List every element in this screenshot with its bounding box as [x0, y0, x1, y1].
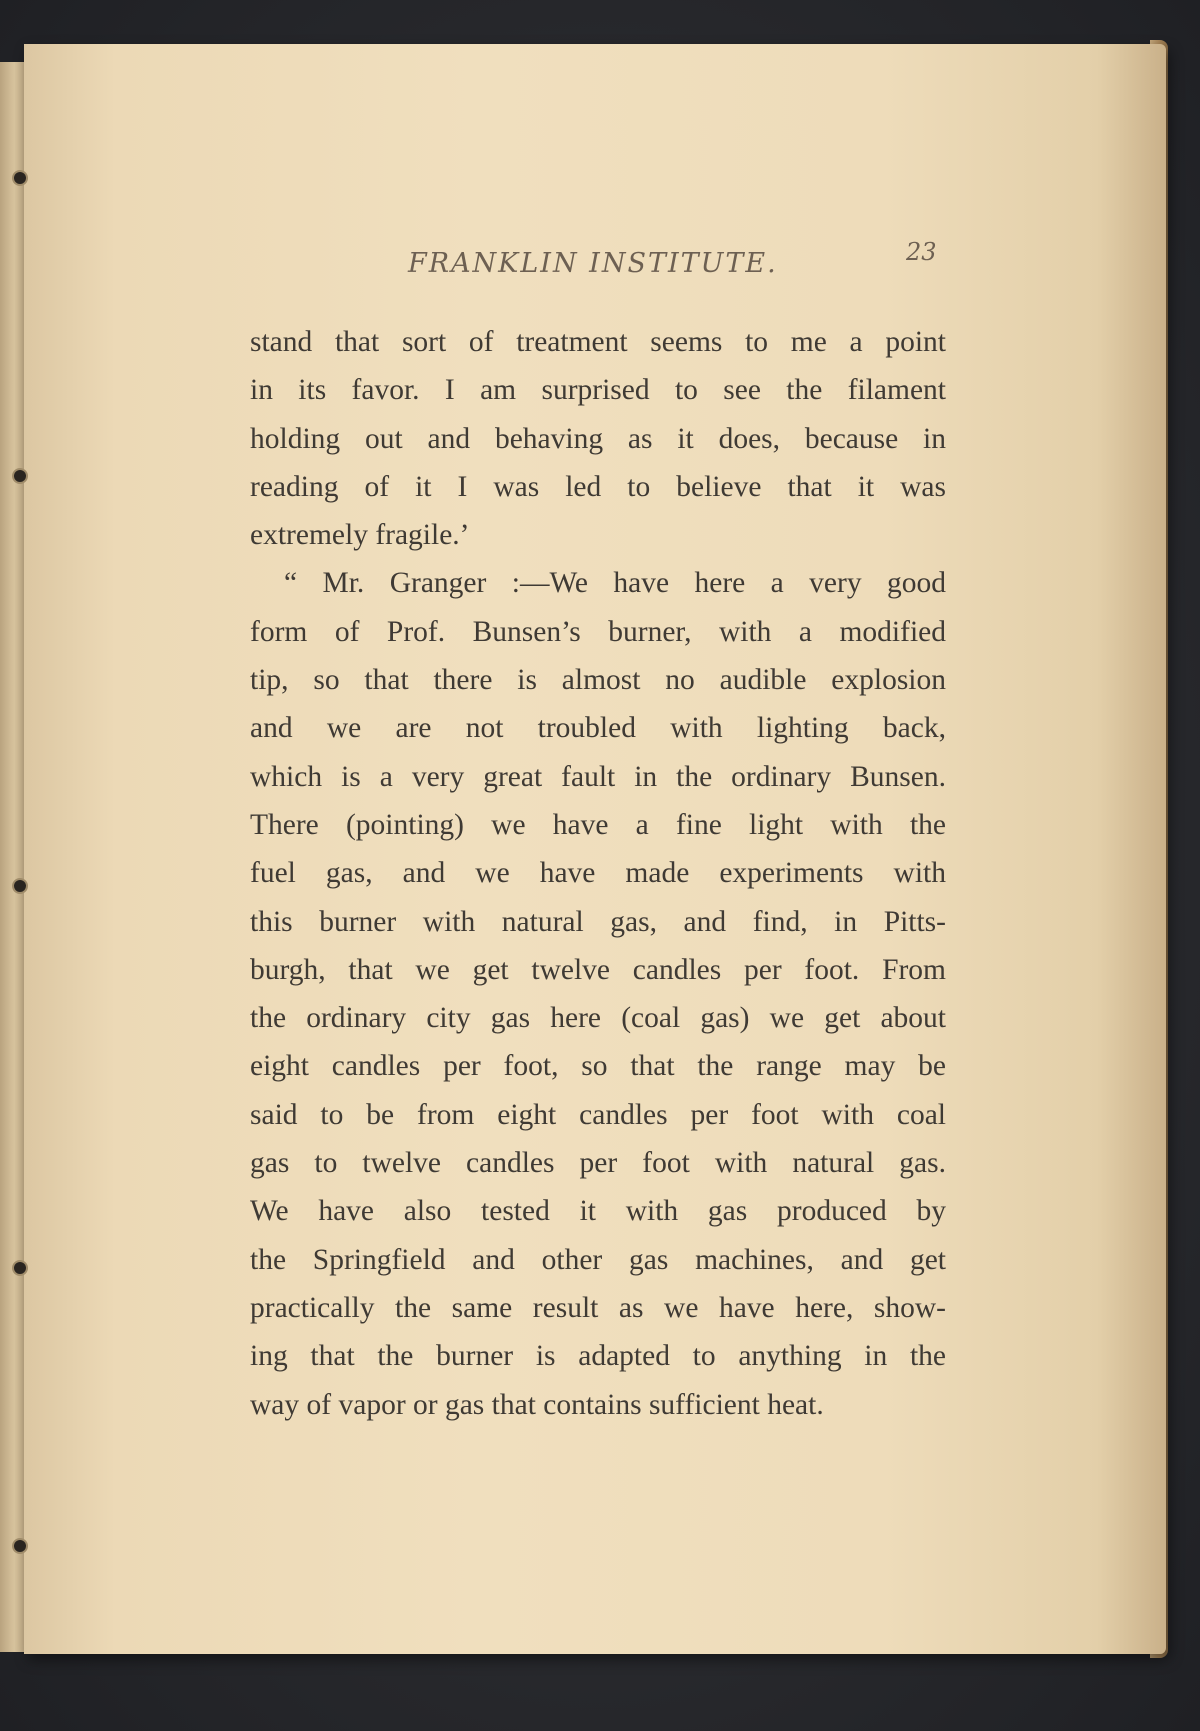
text-line: There (pointing) we have a fine light with the [250, 808, 946, 841]
text-line: way of vapor or gas that contains sufficient heat. [250, 1388, 824, 1421]
text-line: gas to twelve candles per foot with natural gas. [250, 1147, 946, 1180]
running-head: FRANKLIN INSTITUTE. [408, 248, 778, 279]
text-line [250, 559, 946, 607]
speaker-line: “ Mr. Granger :—We have here a very good [284, 567, 946, 600]
binding-stitch [14, 1540, 26, 1552]
text-line: ing that the burner is adapted to anything in the [250, 1340, 946, 1373]
text-line: said to be from eight candles per foot with coal [250, 1098, 946, 1131]
binding-stitch [14, 880, 26, 892]
binding-stitch [14, 172, 26, 184]
text-line: burgh, that we get twelve candles per foot. From [250, 953, 946, 986]
text-line: form of Prof. Bunsen’s burner, with a modified [250, 615, 946, 648]
text-line: practically the same result as we have here, show- [250, 1291, 946, 1324]
page-number: 23 [906, 238, 937, 266]
text-line: holding out and behaving as it does, because in [250, 422, 946, 455]
text-line: reading of it I was led to believe that it was [250, 470, 946, 503]
text-line: the Springfield and other gas machines, and get [250, 1243, 946, 1276]
text-line: extremely fragile.’ [250, 519, 470, 552]
binding-stitch [14, 1262, 26, 1274]
text-line: fuel gas, and we have made experiments with [250, 857, 946, 890]
facing-page-edge [0, 62, 25, 1652]
text-line: eight candles per foot, so that the range may be [250, 1050, 946, 1083]
text-line: in its favor. I am surprised to see the filament [250, 374, 946, 407]
text-line: this burner with natural gas, and find, in Pitts- [250, 905, 946, 938]
text-line: stand that sort of treatment seems to me a point [250, 326, 946, 358]
text-line: and we are not troubled with lighting back, [250, 712, 946, 745]
body-text [250, 318, 946, 1429]
text-line: tip, so that there is almost no audible explosion [250, 664, 946, 697]
binding-stitch [14, 470, 26, 482]
text-line: which is a very great fault in the ordinary Bunsen. [250, 760, 946, 793]
text-line: We have also tested it with gas produced by [250, 1195, 946, 1228]
text-line: the ordinary city gas here (coal gas) we get about [250, 1002, 946, 1035]
